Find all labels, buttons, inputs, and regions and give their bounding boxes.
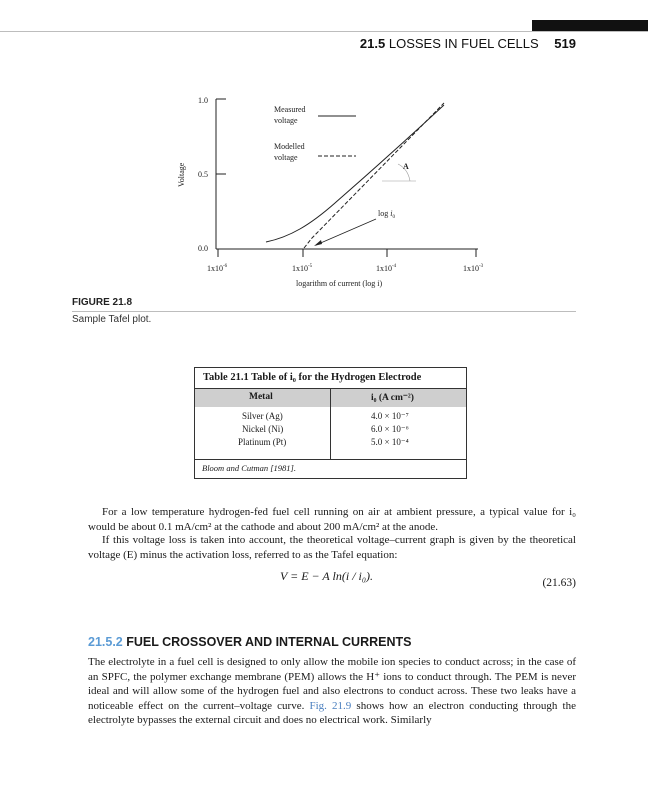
- paragraph-3-text-b: shows how an electron conducting through the electrolyte bypasses the external circuit and does no electrical work. Similarly: [88, 699, 577, 726]
- x-tick-label-1e-4: $1x10^{-4}$: [376, 264, 397, 273]
- paragraph-3-text-a: The electrolyte in a fuel cell is designed to only allow the mobile ion species to conduct across; in the case of an SPFC, the polymer exchange membrane (PEM) allows the H⁺ ions to conduct through. The PEM is never ideal and will allow some of the hydrogen fuel and also electrons to conduct across. These two leaks have a noticeable effect on the current–voltage curve.: [88, 656, 576, 712]
- figure-rule: [72, 311, 576, 312]
- page-number: 519: [554, 36, 576, 51]
- section-title: LOSSES IN FUEL CELLS: [388, 36, 539, 51]
- table-source: Bloom and Cutman [1981].: [202, 463, 296, 473]
- y-axis-label: Voltage: [177, 162, 186, 187]
- header-bar: [532, 20, 648, 31]
- paragraph-1: For a low temperature hydrogen-fed fuel cell running on air at ambient pressure, a typical value for i₀ would be about 0.1 mA/cm² at the cathode and about 200 mA/cm² at the anode.: [88, 506, 576, 533]
- table-cell: 4.0 × 10⁻⁷: [371, 411, 409, 421]
- data-table: [194, 367, 467, 479]
- table-cell: Nickel (Ni): [242, 424, 284, 434]
- y-tick-label-0.0: 0.0: [198, 244, 208, 253]
- table-title: Table 21.1 Table of i₀ for the Hydrogen Electrode: [203, 372, 422, 383]
- table-cell: Silver (Ag): [242, 411, 283, 421]
- x-tick-label-1e-6: $1x10^{-6}$: [207, 264, 228, 273]
- table-cell: 5.0 × 10⁻⁴: [371, 437, 409, 447]
- table-row: [195, 424, 466, 436]
- legend-modelled-label: Modelled: [274, 142, 305, 151]
- equation-number: (21.63): [542, 577, 576, 589]
- tafel-plot: [160, 85, 500, 295]
- subsection-heading: [88, 635, 411, 649]
- annotation-logi0-arrow: [316, 219, 376, 245]
- legend-measured-label: Measured: [274, 105, 306, 114]
- legend-measured-label-2: voltage: [274, 116, 298, 125]
- header-rule: [0, 31, 648, 32]
- running-head: [360, 36, 576, 51]
- y-tick-label-0.5: 0.5: [198, 170, 208, 179]
- figure-reference-link[interactable]: Fig. 21.9: [309, 699, 352, 712]
- table-foot-rule: [195, 459, 466, 460]
- figure-label: FIGURE 21.8: [72, 297, 133, 308]
- table-cell: 6.0 × 10⁻⁶: [371, 424, 409, 434]
- annotation-logi0: $\log i_0$: [378, 209, 395, 220]
- section-number: 21.5: [359, 36, 386, 51]
- subsection-title: FUEL CROSSOVER AND INTERNAL CURRENTS: [126, 635, 412, 649]
- legend-modelled-label-2: voltage: [274, 153, 298, 162]
- table-cell: Platinum (Pt): [238, 437, 287, 447]
- figure-caption: Sample Tafel plot.: [72, 314, 152, 325]
- paragraph-2: If this voltage loss is taken into account, the theoretical voltage–current graph is given by the theoretical voltage (E) minus the activation loss, referred to as the Tafel equation:: [88, 534, 576, 561]
- modelled-voltage-curve: [304, 103, 444, 248]
- paragraph-3: [88, 655, 576, 728]
- annotation-a: A: [403, 162, 409, 171]
- y-tick-label-1.0: 1.0: [198, 96, 208, 105]
- measured-voltage-curve: [266, 105, 444, 242]
- x-tick-label-1e-3: $1x10^{-3}$: [463, 264, 484, 273]
- x-tick-label-1e-5: $1x10^{-5}$: [292, 264, 313, 273]
- subsection-number: 21.5.2: [88, 635, 123, 649]
- table-row: [195, 437, 466, 449]
- x-axis-label: logarithm of current (log i): [296, 279, 383, 288]
- table-col-metal: Metal: [249, 392, 273, 402]
- table-col-i0: i₀ (A cm⁻²): [371, 393, 414, 403]
- tafel-equation: V = E − A ln(i / i₀).: [280, 569, 374, 583]
- arrow-head-icon: [314, 240, 322, 246]
- table-row: [195, 411, 466, 423]
